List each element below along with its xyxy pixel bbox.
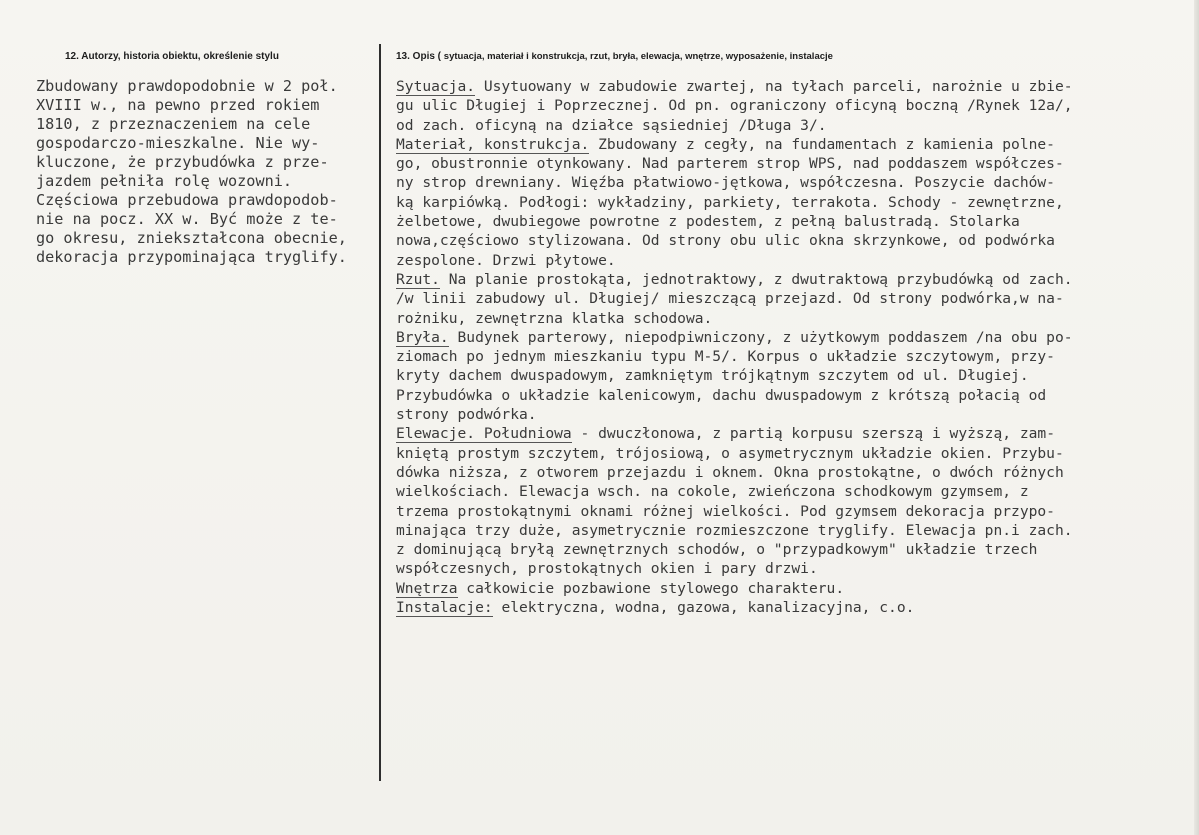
description-text: strony podwórka. [396, 406, 537, 424]
description-text: Przybudówka o układzie kalenicowym, dachu dwuspadowym z krótszą połacią od [396, 386, 1047, 404]
section-keyword-underlined: Materiał, konstrukcja. [396, 135, 590, 153]
section-keyword-underlined: Wnętrza [396, 579, 458, 597]
description-line [396, 598, 1186, 617]
description-line [396, 135, 1186, 154]
description-line [396, 231, 1186, 250]
description-text: trzema prostokątnymi oknami różnej wielkości. Pod gzymsem dekoracja przypo- [396, 502, 1055, 520]
description-line [396, 116, 1186, 135]
history-line: Częściowa przebudowa prawdopodob- [36, 191, 338, 209]
history-text-block [36, 77, 376, 267]
description-line [396, 482, 1186, 501]
description-line [396, 154, 1186, 173]
description-line [396, 212, 1186, 231]
description-text: kniętą prostym szczytem, trójosiową, o asymetrycznym układzie okien. Przybu- [396, 444, 1064, 462]
description-line [396, 77, 1186, 96]
description-line [396, 405, 1186, 424]
description-line [396, 309, 1186, 328]
history-line: go okresu, zniekształcona obecnie, [36, 229, 347, 247]
description-text: współczesnych, prostokątnych okien i pary drzwi. [396, 560, 818, 578]
description-text: ziomach po jednym mieszkaniu typu M-5/. Korpus o układzie szczytowym, przy- [396, 348, 1055, 366]
description-text: wielkościach. Elewacja wsch. na cokole, zwieńczona schodkowym gzymsem, z [396, 483, 1029, 501]
section-keyword-underlined: Rzut. [396, 270, 440, 288]
description-text: go, obustronnie otynkowany. Nad parterem strop WPS, nad poddaszem współczes- [396, 155, 1064, 173]
description-line [396, 193, 1186, 212]
description-line [396, 424, 1186, 443]
description-text: Zbudowany z cegły, na fundamentach z kamienia polne- [589, 135, 1055, 153]
section-13-header-main: 13. Opis ( [396, 51, 444, 62]
description-line [396, 251, 1186, 270]
description-line [396, 521, 1186, 540]
description-line [396, 328, 1186, 347]
description-text: dówka niższa, z otworem przejazdu i oknem. Okna prostokątne, o dwóch różnych [396, 463, 1064, 481]
column-divider-line [379, 44, 381, 781]
section-12-header: 12. Autorzy, historia obiektu, określenie stylu [65, 51, 279, 62]
page-edge-shadow [1194, 0, 1199, 835]
description-text-block [396, 77, 1186, 617]
description-line [396, 540, 1186, 559]
description-text: Na planie prostokąta, jednotraktowy, z dwutraktową przybudówką od zach. [439, 270, 1073, 288]
description-text: /w linii zabudowy ul. Długiej/ mieszczącą przejazd. Od strony podwórka,w na- [396, 290, 1064, 308]
description-text: gu ulic Długiej i Poprzecznej. Od pn. ograniczony oficyną boczną /Rynek 12a/, [396, 97, 1073, 115]
description-text: żelbetowe, dwubiegowe powrotne z podestem, z pełną balustradą. Stolarka [396, 213, 1020, 231]
description-text: nowa,częściowo stylizowana. Od strony obu ulic okna skrzynkowe, od podwórka [396, 232, 1055, 250]
history-line: gospodarczo-mieszkalne. Nie wy- [36, 134, 320, 152]
section-keyword-underlined: Bryła. [396, 328, 449, 346]
description-line [396, 289, 1186, 308]
description-line [396, 502, 1186, 521]
description-text: ny strop drewniany. Więźba płatwiowo-jętkowa, współczesna. Poszycie dachów- [396, 174, 1055, 192]
description-text: rożniku, zewnętrzna klatka schodowa. [396, 309, 713, 327]
description-text: ką karpiówką. Podłogi: wykładziny, parkiety, terrakota. Schody - zewnętrzne, [396, 193, 1064, 211]
section-keyword-underlined: Sytuacja. [396, 78, 476, 95]
description-text: minająca trzy duże, asymetrycznie rozmieszczone tryglify. Elewacja pn.i zach. [396, 521, 1073, 539]
description-text: Budynek parterowy, niepodpiwniczony, z użytkowym poddaszem /na obu po- [448, 328, 1073, 346]
description-line [396, 579, 1186, 598]
description-line [396, 559, 1186, 578]
history-line: Zbudowany prawdopodobnie w 2 poł. [36, 77, 338, 95]
description-line [396, 96, 1186, 115]
description-text: od zach. oficyną na działce sąsiedniej /Długa 3/. [396, 116, 827, 134]
description-line [396, 463, 1186, 482]
description-text: z dominującą bryłą zewnętrznych schodów, o "przypadkowym" układzie trzech [396, 541, 1038, 559]
history-line: nie na pocz. XX w. Być może z te- [36, 210, 338, 228]
section-13-header-topics: sytuacja, materiał i konstrukcja, rzut, bryła, elewacja, wnętrze, wyposażenie, instalacje [443, 51, 833, 62]
description-line [396, 386, 1186, 405]
section-keyword-underlined: Instalacje: [396, 599, 493, 617]
description-text: kryty dachem dwuspadowym, zamkniętym trójkątnym szczytem od ul. Długiej. [396, 367, 1029, 385]
history-line: dekoracja przypominająca tryglify. [36, 248, 347, 266]
description-text: elektryczna, wodna, gazowa, kanalizacyjna, c.o. [492, 599, 915, 617]
description-text: zespolone. Drzwi płytowe. [396, 251, 616, 269]
section-keyword-underlined: Elewacje. Południowa [396, 425, 572, 443]
description-text: - dwuczłonowa, z partią korpusu szerszą i wyższą, zam- [571, 425, 1055, 443]
description-line [396, 173, 1186, 192]
section-13-header [396, 51, 833, 62]
description-line [396, 270, 1186, 289]
history-line: XVIII w., na pewno przed rokiem [36, 96, 320, 114]
description-text: Usytuowany w zabudowie zwartej, na tyłach parceli, narożnie u zbie- [475, 78, 1073, 95]
history-line: jazdem pełniła rolę wozowni. [36, 172, 293, 190]
description-line [396, 347, 1186, 366]
description-line [396, 444, 1186, 463]
description-line [396, 366, 1186, 385]
description-text: całkowicie pozbawione stylowego charakteru. [457, 579, 845, 597]
history-line: kluczone, że przybudówka z prze- [36, 153, 329, 171]
history-line: 1810, z przeznaczeniem na cele [36, 115, 311, 133]
